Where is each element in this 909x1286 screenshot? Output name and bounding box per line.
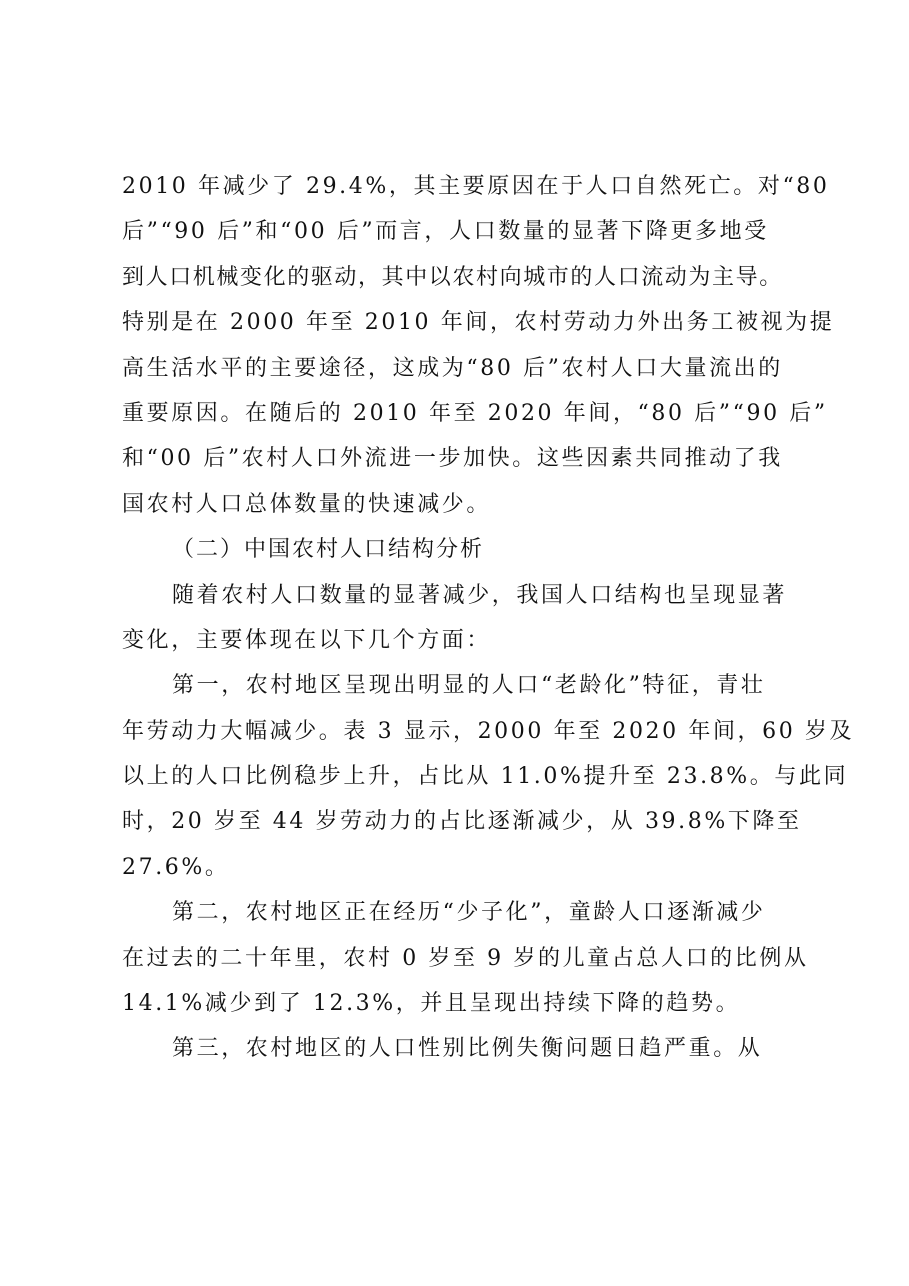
text-line: 2010 年减少了 29.4%，其主要原因在于人口自然死亡。对“80 <box>122 174 830 199</box>
text-line: 到人口机械变化的驱动，其中以农村向城市的人口流动为主导。 <box>122 264 783 290</box>
text-line: 年劳动力大幅减少。表 3 显示，2000 年至 2020 年间，60 岁及 <box>122 718 855 744</box>
text-line: 以上的人口比例稳步上升，占比从 11.0%提升至 23.8%。与此同 <box>122 764 849 790</box>
text-line: 第一，农村地区呈现出明显的人口“老龄化”特征，青壮 <box>172 673 766 699</box>
text-line: 特别是在 2000 年至 2010 年间，农村劳动力外出务工被视为提 <box>122 310 835 336</box>
text-line: 重要原因。在随后的 2010 年至 2020 年间，“80 后”“90 后” <box>122 400 828 426</box>
text-line: 14.1%减少到了 12.3%，并且呈现出持续下降的趋势。 <box>122 991 741 1017</box>
text-line: 时，20 岁至 44 岁劳动力的占比逐渐减少，从 39.8%下降至 <box>122 809 802 835</box>
text-line: 和“00 后”农村人口外流进一步加快。这些因素共同推动了我 <box>122 446 783 472</box>
text-line: 变化，主要体现在以下几个方面： <box>122 627 492 653</box>
text-line: 第二，农村地区正在经历“少子化”，童龄人口逐渐减少 <box>172 900 766 926</box>
text-line: 第三，农村地区的人口性别比例失衡问题日趋严重。从 <box>172 1036 763 1062</box>
body-text <box>122 164 855 1072</box>
text-line: 后”“90 后”和“00 后”而言，人口数量的显著下降更多地受 <box>122 219 769 245</box>
text-line: 高生活水平的主要途径，这成为“80 后”农村人口大量流出的 <box>122 355 783 381</box>
section-heading: （二）中国农村人口结构分析 <box>172 537 485 563</box>
text-line: 国农村人口总体数量的快速减少。 <box>122 491 492 517</box>
text-line: 在过去的二十年里，农村 0 岁至 9 岁的儿童占总人口的比例从 <box>122 945 809 971</box>
text-line: 随着农村人口数量的显著减少，我国人口结构也呈现显著 <box>172 582 788 608</box>
text-line: 27.6%。 <box>122 854 230 880</box>
